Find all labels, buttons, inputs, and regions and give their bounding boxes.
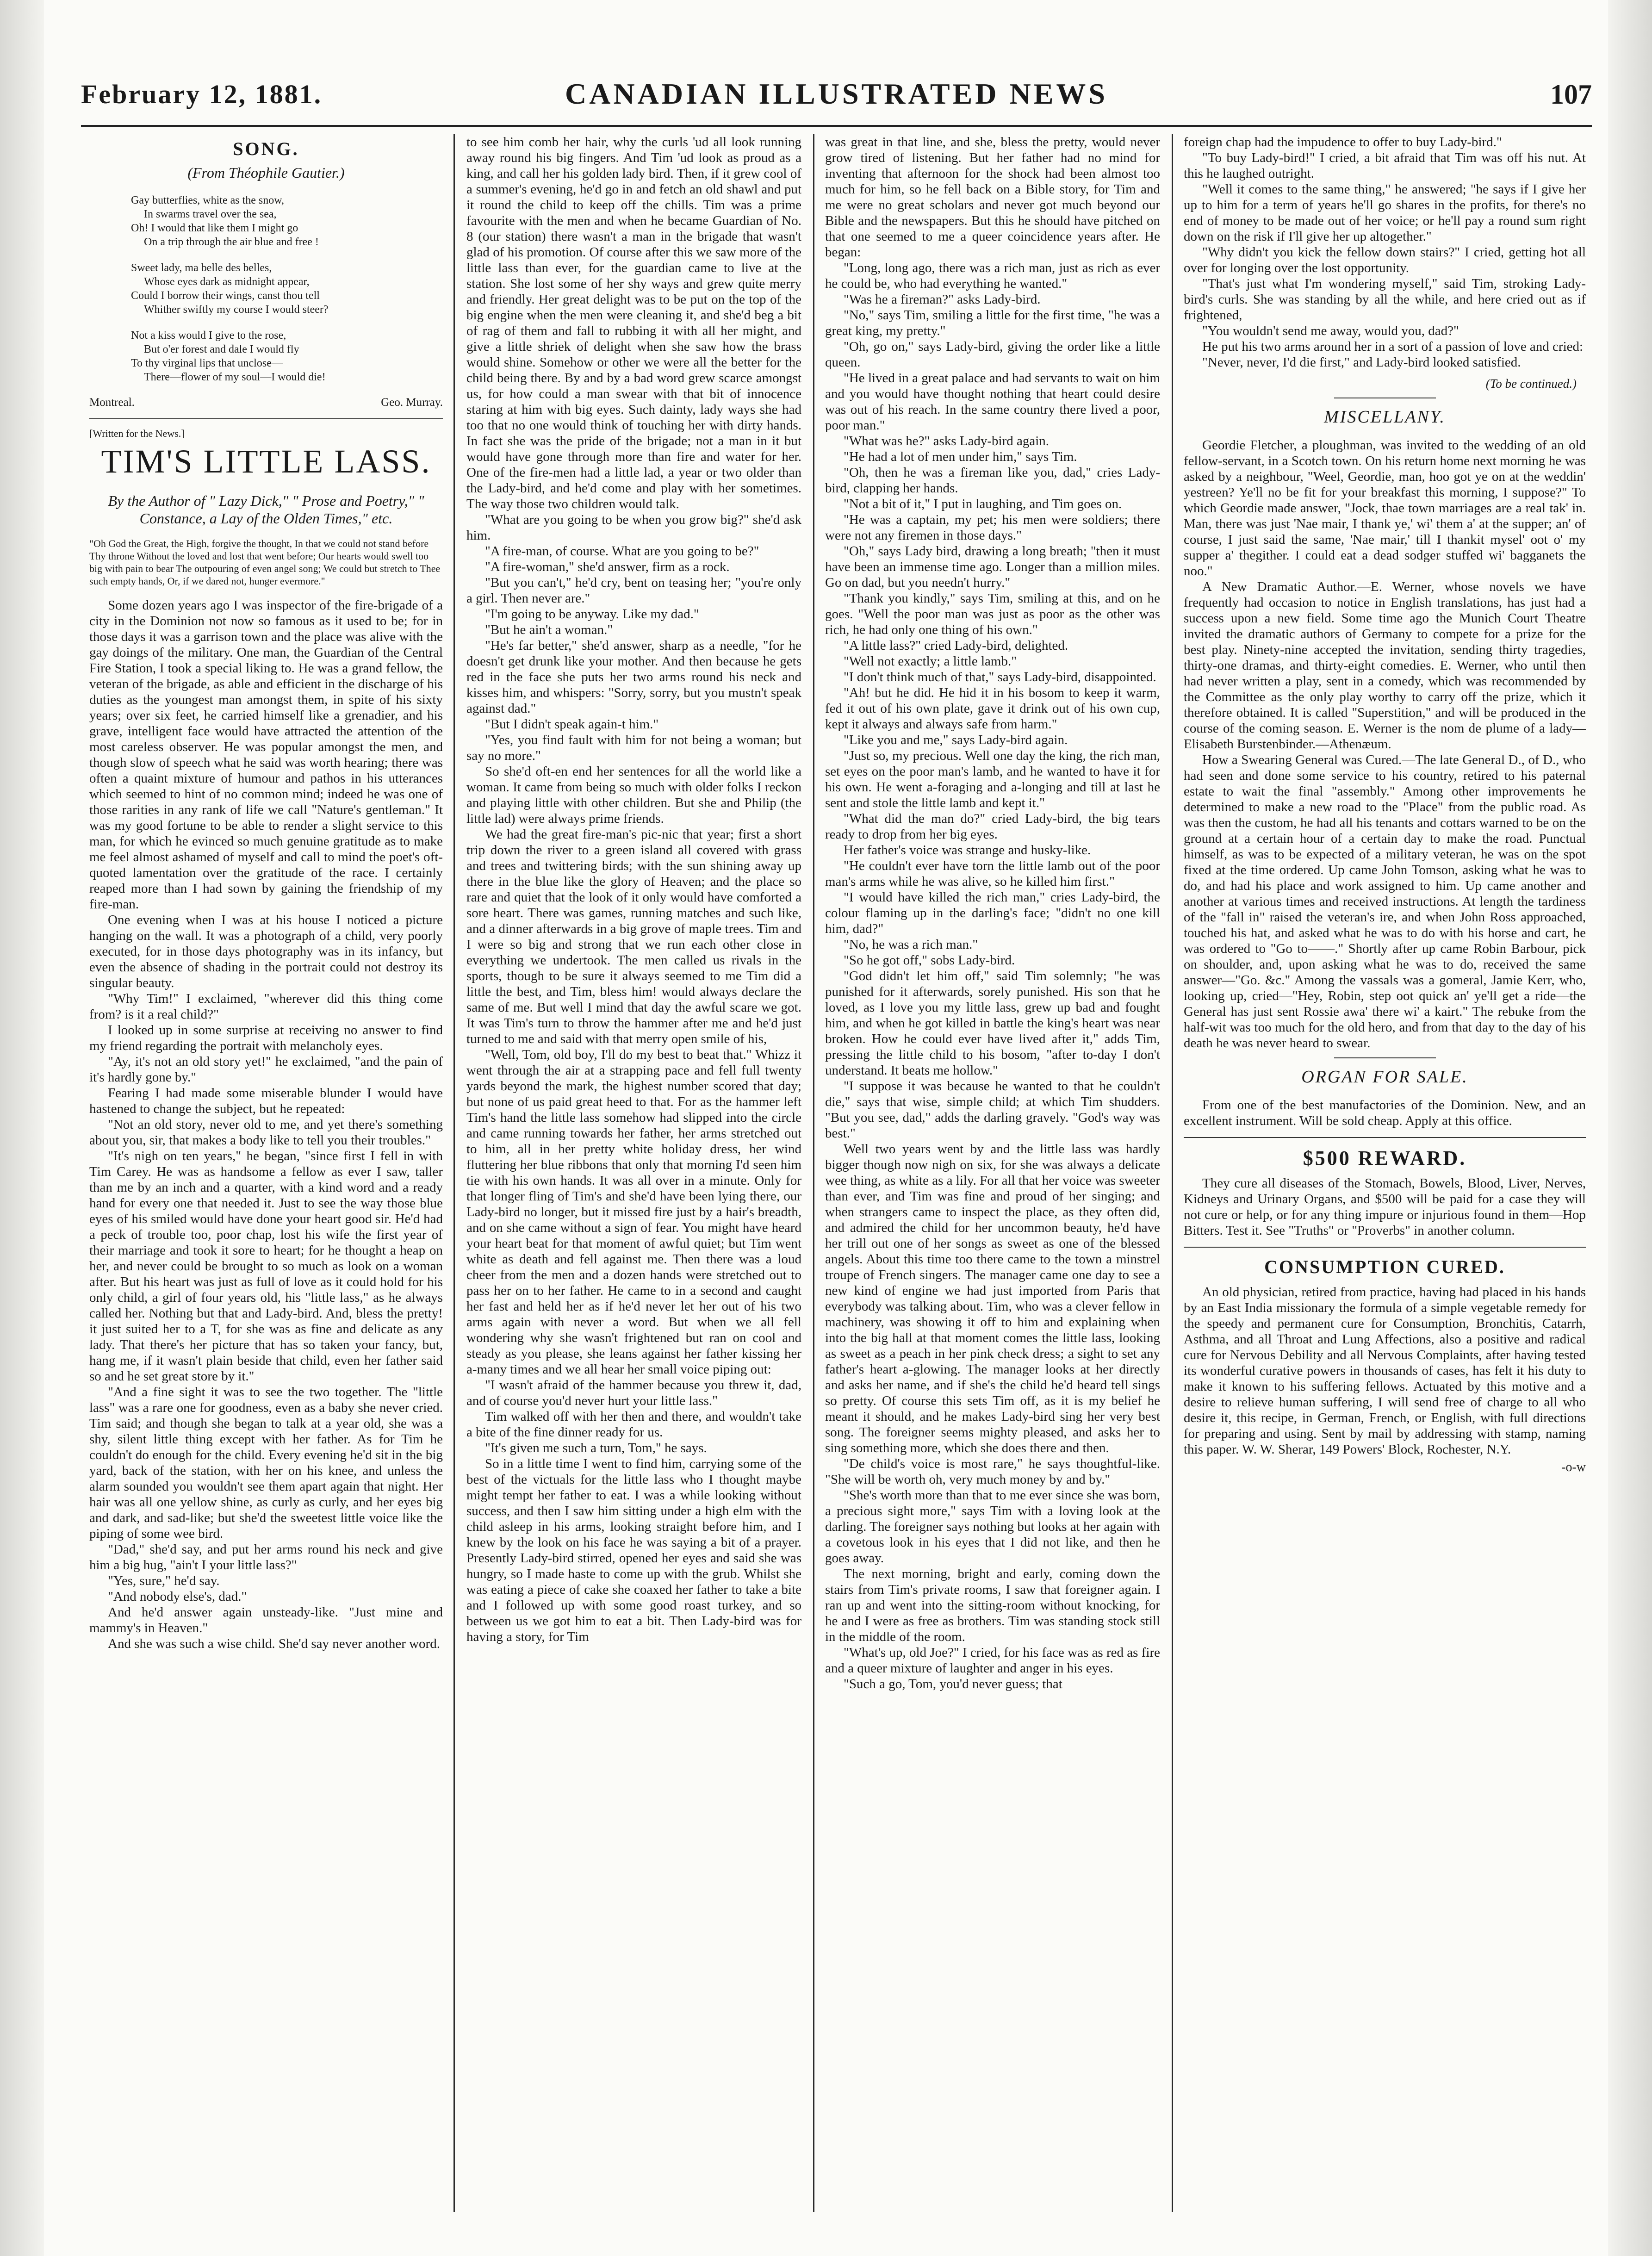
paragraph: One evening when I was at his house I noticed a picture hanging on the wall. It was a photograph of a child, very poorly executed, for in those days photography was in its infancy, but even the absence of shading in the portrait could not destroy its singular beauty.: [89, 913, 443, 990]
paragraph: "I don't think much of that," says Lady-bird, disappointed.: [844, 670, 1156, 684]
column-1: [81, 134, 451, 2214]
newspaper-title: CANADIAN ILLUSTRATED NEWS: [565, 77, 1108, 110]
paragraph: Fearing I had made some miserable blunder I would have hastened to change the subject, but he repeated:: [89, 1086, 443, 1116]
song-author: Geo. Murray.: [381, 396, 443, 409]
paragraph: "Just so, my precious. Well one day the king, the rich man, set eyes on the poor man's lamb, and he wanted to have it for his own. He went a-foraging and a-longing and till at last he sent and stole the little lamb and kept it.": [825, 748, 1160, 810]
paragraph: Tim walked off with her then and there, and wouldn't take a bite of the fine dinner ready for us.: [466, 1409, 801, 1440]
paragraph: I looked up in some surprise at receiving no answer to find my friend regarding the portrait with melancholy eyes.: [89, 1023, 443, 1053]
column-rule: [453, 134, 455, 2212]
paragraph: And she was such a wise child. She'd say never another word.: [108, 1636, 440, 1651]
paragraph: "To buy Lady-bird!" I cried, a bit afraid that Tim was off his nut. At this he laughed outright.: [1184, 150, 1586, 181]
paragraph: "No," says Tim, smiling a little for the first time, "he was a great king, my pretty.": [825, 308, 1160, 338]
paragraph: "No, he was a rich man.": [844, 937, 978, 952]
song-source: (From Théophile Gautier.): [187, 164, 345, 181]
story-text-col3: [825, 134, 1160, 1692]
paragraph: "Was he a fireman?" asks Lady-bird.: [844, 292, 1041, 307]
paragraph: "A fire-woman," she'd answer, firm as a rock.: [485, 559, 730, 574]
paragraph: "God didn't let him off," said Tim solemnly; "he was punished for it afterwards, sorely punished. His son that he loved, as I love you my little lass, grew up bad and fought him, and when he got killed in battle the king's heart was near broken. How he could ever have lived after it," adds Tim, pressing the little child to his bosom, "after to-day I don't understand. It beats me hollow.": [825, 969, 1160, 1078]
paragraph: Geordie Fletcher, a ploughman, was invited to the wedding of an old fellow-servant, in a Scotch town. On his return home next morning he was asked by a neighbour, "Weel, Geordie, man, hoo got ye on at the weddin' yestreen? Ye'll no be fit for your breakfast this morning, I suppose?" To which Geordie made answer, "Jock, thae town marriages are a real tak' in. Man, there was just 'Nae mair, I thank ye,' wi' them a' at the supper; an' of course, I just said the same, 'Nae mair,' till I thankit mysel' oot o' my supper a' thegither. I could eat a dead sodger stuffed wi' bagganets the noo.": [1184, 438, 1586, 578]
paragraph: We had the great fire-man's pic-nic that year; first a short trip down the river to a green island all covered with grass and trees and twittering birds; with the sun shining away up there in the blue like the glory of Heaven; and the place so rare and quiet that the look of it only would have comforted a sore heart. There was games, running matches and such like, and a dinner afterwards in a big grove of maple trees. Tim and I were so big and strong that we run each other close in everything we undertook. The men called us rivals in the sports, though to be sure it always seemed to me Tim did a little the best, and Tim, bless him! would always declare the same of me. But well I mind that day the awful scare we got. It was Tim's turn to throw the hammer after me and he'd just turned to me and said with that merry open smile of his,: [466, 827, 801, 1046]
verse-line: There—flower of my soul—I would die!: [144, 371, 326, 383]
paragraph: "She's worth more than that to me ever since she was born, a precious sight more," says Tim with a loving look at the darling. The foreigner says nothing but looks at her again with a covetous look in his eyes that I did not like, and then he goes away.: [825, 1488, 1160, 1566]
paragraph: How a Swearing General was Cured.—The late General D., of D., who had seen and done some service to his country, retired to his paternal estate to wait the final "assembly." Among other improvements he determined to make a new road to the "Place" from the public road. As was then the custom, he had all his tenants and cottars warned to be on the ground at a certain hour of a certain day to make the road. Punctual himself, as was to be expected of a military veteran, he was on the spot fixed at the time ordered. Up came John Tomson, asking what he was to do, and had his place and work assigned to him. Up came another and another at various times and received instructions. At length the tardiness of the "fall in" raised the veteran's ire, and when John Ross approached, touched his hat, and asked what he was to do with his horse and cart, he was ordered to "Go to——." Shortly after up came Robin Barbour, pick on shoulder, and, upon asking what he was to do, received the same answer—"Go. &c." Among the vassals was a gomeral, Jamie Kerr, who, looking up, cried—"Hey, Robin, step oot quick an' ye'll get a ride—the General has just sent Rossie awa' there wi' a kairt." The rebuke from the half-wit was too much for the old hero, and from that day to the day of his death he was never heard to swear.: [1184, 752, 1586, 1050]
column-2: [458, 134, 810, 2214]
consumption-ad-heading: CONSUMPTION CURED.: [1264, 1256, 1505, 1277]
paragraph: "Such a go, Tom, you'd never guess; that: [844, 1677, 1062, 1691]
paragraph: "Oh, then he was a fireman like you, dad," cries Lady-bird, clapping her hands.: [825, 465, 1160, 496]
verse-line: Could I borrow their wings, canst thou tell: [131, 290, 320, 302]
section-rule: [89, 418, 443, 419]
paragraph: "What did the man do?" cried Lady-bird, the big tears ready to drop from her big eyes.: [825, 811, 1160, 842]
verse-line: But o'er forest and dale I would fly: [144, 343, 299, 355]
paragraph: "Dad," she'd say, and put her arms round his neck and give him a big hug, "ain't I your little lass?": [89, 1542, 443, 1572]
masthead-rule: [81, 125, 1592, 127]
paragraph: So in a little time I went to find him, carrying some of the best of the victuals for the little lass who I thought maybe might tempt her father to eat. I was a while looking without success, and then I saw him sitting under a high elm with the child asleep in his arms, looking straight before him, and I knew by the look on his face he was saying a bit of a prayer. Presently Lady-bird stirred, opened her eyes and said she was hungry, so I made haste to come up with the grub. Whilst she was eating a piece of cake she coaxed her father to take a bite and I followed up with some good roast turkey, and so between us we got him to eat a bit. Then Lady-bird was for having a story, for Tim: [466, 1456, 801, 1644]
paragraph: "That's just what I'm wondering myself," said Tim, stroking Lady-bird's curls. She was standing by all the while, and here cried out as if frightened,: [1184, 276, 1586, 323]
paragraph: "And a fine sight it was to see the two together. The "little lass" was a rare one for goodness, even as a baby she never cried. Tim said; and though she began to talk at a year old, she was a shy, silent little thing except with her father. As for Tim he couldn't do enough for the child. Every evening he'd sit in the big yard, back of the station, with her on his knee, and unless the alarm sounded you wouldn't see them apart again that night. Her hair was all one yellow shine, as curly as curly, and her eyes big and dark, and sad-like; but she'd the sweetest little voice like the piping of some wee bird.: [89, 1385, 443, 1541]
song-verse: [89, 193, 443, 384]
verse-line: Not a kiss would I give to the rose,: [131, 329, 286, 342]
paragraph: From one of the best manufactories of the Dominion. New, and an excellent instrument. Will be sold cheap. Apply at this office.: [1184, 1098, 1586, 1128]
miscellany-text: [1184, 437, 1586, 1051]
paragraph: "I'm going to be anyway. Like my dad.": [485, 607, 699, 621]
paragraph: "Well not exactly; a little lamb.": [844, 654, 1017, 669]
song-signature: [89, 396, 443, 409]
column-3: [817, 134, 1168, 2214]
paragraph: "It's given me such a turn, Tom," he says.: [485, 1441, 707, 1455]
paragraph: "Why Tim!" I exclaimed, "wherever did this thing come from? is it a real child?": [89, 991, 443, 1022]
reward-ad-text: [1184, 1175, 1586, 1238]
paragraph: He put his two arms around her in a sort of a passion of love and cried:: [1202, 339, 1584, 354]
paragraph: "Ah! but he did. He hid it in his bosom to keep it warm, fed it out of his own plate, gave it drink out of his own cup, kept it always and always safe from harm.": [825, 685, 1160, 732]
column-rule: [813, 134, 814, 2212]
paragraph: "Thank you kindly," says Tim, smiling at this, and on he goes. "Well the poor man was just as poor as the other was rich, he had only one thing of his own.": [825, 591, 1160, 637]
issue-date: February 12, 1881.: [81, 79, 323, 109]
paragraph: "Long, long ago, there was a rich man, just as rich as ever he could be, who had everything he wanted.": [825, 261, 1160, 291]
paragraph: "Yes, sure," he'd say.: [108, 1573, 220, 1588]
story-text-col2: [466, 134, 801, 1645]
paragraph: "So he got off," sobs Lady-bird.: [844, 953, 1015, 968]
paragraph: The next morning, bright and early, coming down the stairs from Tim's private rooms, I saw that foreigner again. I ran up and went into the sitting-room without knocking, for he and I were as free as brothers. Tim was standing stock still in the middle of the room.: [825, 1566, 1160, 1644]
story-text-col1: [89, 597, 443, 1652]
column-rule: [1172, 134, 1173, 2212]
paragraph: Her father's voice was strange and husky-like.: [844, 843, 1091, 858]
paragraph: "Never, never, I'd die first," and Lady-bird looked satisfied.: [1202, 355, 1521, 370]
ad-code: -o-w: [1561, 1460, 1586, 1474]
scan-edge-left: [0, 0, 44, 2256]
paragraph: A New Dramatic Author.—E. Werner, whose novels we have frequently had occasion to notice in English translations, has just had a success upon a new field. Some time ago the Munich Court Theatre invited the dramatic authors of Germany to compete for a prize for the best play. Ninety-nine accepted the invitation, sending thirty tragedies, thirty-one dramas, and thirty-eight comedies. E. Werner, who until then had never written a play, sent in a comedy, which was recommended by the Committee as the only play worthy to carry off the prize, which it therefore obtained. It is called "Superstition," and will be produced in the course of the coming season. E. Werner is the nom de plume of a lady—Elisabeth Burstenbinder.—Athenæum.: [1184, 579, 1586, 752]
paragraph: "He had a lot of men under him," says Tim.: [844, 449, 1077, 464]
ad-rule: [1184, 1247, 1586, 1248]
paragraph: "Well it comes to the same thing," he answered; "he says if I give her up to him for a term of years he'll go shares in the profits, for there's no end of money to be made out of her voice; or he'll pay a round sum right down on the risk if I'll give her up altogether.": [1184, 182, 1586, 244]
verse-line: Gay butterflies, white as the snow,: [131, 194, 285, 206]
song-place: Montreal.: [89, 396, 135, 409]
paragraph: "He lived in a great palace and had servants to wait on him and you would have thought nothing that heart could desire was out of his reach. In the same country there lived a poor, poor man.": [825, 371, 1160, 433]
paragraph: So she'd oft-en end her sentences for all the world like a woman. It came from being so much with older folks I reckon and playing little with other children. But she and Philip (the little lad) were always prime friends.: [466, 764, 801, 826]
paragraph: "A fire-man, of course. What are you going to be?": [485, 544, 759, 559]
paragraph: "I wasn't afraid of the hammer because you threw it, dad, and of course you'd never hurt your little lass.": [466, 1378, 801, 1408]
paragraph: "A little lass?" cried Lady-bird, delighted.: [844, 638, 1068, 653]
paragraph: "Yes, you find fault with him for not being a woman; but say no more.": [466, 733, 801, 763]
ad-rule: [1184, 1137, 1586, 1138]
story-text-col4: [1184, 134, 1586, 370]
verse-line: In swarms travel over the sea,: [144, 208, 277, 220]
masthead: [81, 69, 1592, 120]
verse-line: To thy virginal lips that unclose—: [131, 357, 283, 369]
story-title: TIM'S LITTLE LASS.: [101, 443, 431, 480]
paragraph: Well two years went by and the little lass was hardly bigger though now nigh on six, for she was always a delicate wee thing, as white as a lily. For all that her voice was sweeter than ever, and Tim was fine and proud of her singing; and when strangers came to inspect the place, as they often did, and admired the child for her uncommon beauty, he'd have her trill out one of her songs as sweet as one of the blessed angels. About this time too there came to the town a minstrel troupe of French singers. The manager came one day to see a new kind of engine we had just imported from Paris that everybody was talking about. Tim, who was a clever fellow in machinery, was showing it off to him and explaining when into the big hall at that moment comes the little lass, looking as sweet as a peach in her pink check dress; a sight to set any father's heart a-glowing. The manager looks at her directly and asks her name, and if she's the child he'd heard tell sings so pretty. Of course this sets Tim off, as it is my belief he meant it should, and he makes Lady-bird sing her very best song. The foreigner seems mighty pleased, and asks her to sing something more, which she does there and then.: [825, 1142, 1160, 1455]
organ-ad-heading: ORGAN FOR SALE.: [1301, 1067, 1468, 1087]
paragraph: "But I didn't speak again-t him.": [485, 717, 659, 732]
paragraph: to see him comb her hair, why the curls 'ud all look running away round his big fingers. And Tim 'ud look as proud as a king, and call her his golden lady bird. Then, if it grew cool of a summer's evening, he'd go in and fetch an old shawl and put it round the child to keep off the chills. Tim was a prime favourite with the men and when he became Guardian of No. 8 (our station) there wasn't a man in the brigade that wasn't glad of his promotion. Of course after this we saw more of the little lass than ever, for the guardian came to live at the station. She lost some of her shy ways and grew quite merry and friendly. Her great delight was to be put on the top of the big engine when the men were cleaning it, and she'd beg a bit of rag of them and fall to rubbing it with all her might, and give a little shriek of delight when she saw how the brass would shine. Somehow or other we were all the better for the child being there. By and by a bad word grew scarce amongst us, for how could a man swear with that bit of innocence staring at him with big eyes. Such dainty, lady ways she had too that no one would think of touching her with dirty hands. In fact she was the pride of the brigade; not a man in it but would have gone through more than fire and water for her. One of the fire-men had a little lad, a year or two older than the Lady-bird, and he'd come and play with her sometimes. The way those two children would talk.: [466, 135, 801, 511]
paragraph: "De child's voice is most rare," he says thoughtful-like. "She will be worth oh, very much money by and by.": [825, 1456, 1160, 1487]
section-rule: [1334, 1057, 1436, 1058]
consumption-ad-text: [1184, 1284, 1586, 1457]
miscellany-heading: MISCELLANY.: [1324, 407, 1446, 427]
paragraph: "He's far better," she'd answer, sharp as a needle, "for he doesn't get drunk like your mother. And then because he gets red in the face she puts her two arms round his neck and kisses him, and whispers: "Sorry, sorry, but you mustn't speak against dad.": [466, 638, 801, 716]
paragraph: "You wouldn't send me away, would you, dad?": [1202, 323, 1459, 338]
paragraph: "Not a bit of it," I put in laughing, and Tim goes on.: [844, 497, 1122, 511]
paragraph: "Well, Tom, old boy, I'll do my best to beat that." Whizz it went through the air at a strapping pace and fell full twenty yards beyond the mark, the highest number scored that day; but none of us paid great heed to that. For as the hammer left Tim's hand the little lass somehow had slipped into the circle and came running towards her father, her arms stretched out to him, all in her pretty white holiday dress, her wind fluttering her blue ribbons that only that morning I'd seen him tie with his own hands. It was all over in a minute. Only for that longer fling of Tim's and she'd have been lying there, our Lady-bird no longer, but it missed fire just by a hair's breadth, and on she came without a sign of fear. You might have heard your heart beat for that moment of awful quiet; but Tim went white as death and fell against me. Then there was a loud cheer from the men and a dozen hands were stretched out to pass her on to her father. He came to in a second and caught her fast and held her as if he'd never let her out of his two arms again with never a word. But when we all fell wondering why she wasn't frightened but ran on cool and steady as you please, she leans against her father kissing her a-many times and we all hear her small voice piping out:: [466, 1047, 801, 1377]
paragraph: "Why didn't you kick the fellow down stairs?" I cried, getting hot all over for longing over the lost opportunity.: [1184, 245, 1586, 275]
paragraph: "But you can't," he'd cry, bent on teasing her; "you're only a girl. Then never are.": [466, 575, 801, 606]
paragraph: "It's nigh on ten years," he began, "since first I fell in with Tim Carey. He was as handsome a fellow as ever I saw, taller than me by an inch and a quarter, with a kind word and a ready hand for every one that needed it. Just to see the way those blue eyes of his smiled would have done your heart good sir. He'd had a peck of trouble too, poor chap, lost his wife the first year of their marriage and took it sore to heart; for he thought a heap on her, and never could be brought to so much as look on a woman after. But his heart was just as full of love as it could hold for his only child, a girl of four years old, his "little lass," as he always called her. Nothing but that and Lady-bird. And, bless the pretty! it just suited her to a T, for she was as fine and delicate as any lady. That there's her picture that has so taken your fancy, but, hang me, if it wasn't plain beside that child, even her father said so and he set great store by it.": [89, 1149, 443, 1384]
paragraph: foreign chap had the impudence to offer to buy Lady-bird.": [1184, 135, 1502, 149]
written-for-note: [Written for the News.]: [89, 428, 185, 439]
paragraph: "Ay, it's not an old story yet!" he exclaimed, "and the pain of it's hardly gone by.": [89, 1054, 443, 1085]
scan-edge-right: [1608, 0, 1652, 2256]
verse-line: On a trip through the air blue and free !: [144, 236, 319, 248]
reward-ad-heading: $500 REWARD.: [1303, 1147, 1467, 1169]
paragraph: "He couldn't ever have torn the little lamb out of the poor man's arms while he was alive, so he killed him first.": [825, 858, 1160, 889]
paragraph: "He was a captain, my pet; his men were soldiers; there were not any firemen in those days.": [825, 512, 1160, 543]
paragraph: They cure all diseases of the Stomach, Bowels, Blood, Liver, Nerves, Kidneys and Urinary Organs, and $500 will be paid for a case they will not cure or help, or for any thing impure or injurious found in them—Hop Bitters. Test it. See "Truths" or "Proverbs" in another column.: [1184, 1176, 1586, 1238]
verse-line: Whose eyes dark as midnight appear,: [144, 276, 310, 288]
paragraph: "Like you and me," says Lady-bird again.: [844, 733, 1068, 747]
story-byline: By the Author of " Lazy Dick," " Prose and Poetry," " Constance, a Lay of the Olden Times," etc.: [108, 492, 424, 527]
paragraph: "And nobody else's, dad.": [108, 1589, 247, 1604]
song-heading: SONG.: [233, 138, 299, 159]
paragraph: Some dozen years ago I was inspector of the fire-brigade of a city in the Dominion not now so famous as it used to be; for in those days it was a garrison town and the place was alive with the gay doings of the military. One man, the Guardian of the Central Fire Station, I took a special liking to. He was a grand fellow, the veteran of the brigade, as able and efficient in the discharge of his duties as the youngest man amongst them, in spite of his sixty years; over six feet, he carried himself like a grenadier, and his grave, intelligent face would have attracted the attention of the most careless observer. He was popular amongst the men, and though slow of speech what he said was worth hearing; there was often a quaint mixture of humour and pathos in his utterances which seemed to hint of no common mind; indeed he was one of those rarities in any rank of life we call "Nature's gentleman." It was my good fortune to be able to render a slight service to this man, for which he evinced so much genuine gratitude as to make me feel almost ashamed of myself and call to mind the poet's oft-quoted lamentation over the gratitude of the race. I certainly reaped more than I had sown by gaining the friendship of my fire-man.: [89, 598, 443, 912]
paragraph: And he'd answer again unsteady-like. "Just mine and mammy's in Heaven.": [89, 1605, 443, 1635]
organ-ad-text: [1184, 1097, 1586, 1129]
verse-line: Whither swiftly my course I would steer?: [144, 304, 329, 316]
paragraph: "I suppose it was because he wanted to that he couldn't die," says that wise, simple child; at which Tim shudders. "But you see, dad," adds the darling gravely. "God's way was best.": [825, 1079, 1160, 1141]
verse-line: Sweet lady, ma belle des belles,: [131, 262, 272, 274]
to-be-continued: (To be continued.): [1485, 377, 1577, 391]
paragraph: "Oh, go on," says Lady-bird, giving the order like a little queen.: [825, 339, 1160, 370]
paragraph: "Oh," says Lady bird, drawing a long breath; "then it must have been an immense time ago. Longer than a million miles. Go on dad, but you needn't hurry.": [825, 544, 1160, 590]
paragraph: was great in that line, and she, bless the pretty, would never grow tired of listening. But her father had no mind for inventing that afternoon for the shock had been almost too much for him, so he fell back on a Bible story, for Tim and me were no great scholars and never got much beyond our Bible and the newspapers. But this he should have pitched on that one seemed to me a queer coincidence years after. He began:: [825, 135, 1160, 260]
column-4: [1175, 134, 1594, 2214]
verse-line: Oh! I would that like them I might go: [131, 222, 298, 234]
paragraph: "I would have killed the rich man," cries Lady-bird, the colour flaming up in the darling's face; "didn't no one kill him, dad?": [825, 890, 1160, 936]
paragraph: "What's up, old Joe?" I cried, for his face was as red as fire and a queer mixture of laughter and anger in his eyes.: [825, 1645, 1160, 1676]
paragraph: "Not an old story, never old to me, and yet there's something about you, sir, that makes a body like to tell you their troubles.": [89, 1117, 443, 1148]
paragraph: "What are you going to be when you grow big?" she'd ask him.: [466, 512, 801, 543]
story-epigraph: "Oh God the Great, the High, forgive the thought, In that we could not stand before Thy throne Without the loved and lost that went before; Our hearts would swell too big with pain to bear The outpouring of even angel song; We could but stretch to Thee such empty hands, Or, if we dared not, hunger evermore.": [89, 538, 441, 587]
paragraph: "But he ain't a woman.": [485, 622, 613, 637]
paragraph: An old physician, retired from practice, having had placed in his hands by an East India missionary the formula of a simple vegetable remedy for the speedy and permanent cure for Consumption, Bronchitis, Catarrh, Asthma, and all Throat and Lung Affections, also a positive and radical cure for Nervous Debility and all Nervous Complaints, after having tested its wonderful curative powers in thousands of cases, has felt it his duty to make it known to his suffering fellows. Actuated by this motive and a desire to relieve human suffering, I will send free of charge to all who desire it, this recipe, in German, French, or English, with full directions for preparing and using. Sent by mail by addressing with stamp, naming this paper. W. W. Sherar, 149 Powers' Block, Rochester, N.Y.: [1184, 1285, 1586, 1457]
paragraph: "What was he?" asks Lady-bird again.: [844, 434, 1050, 448]
page-number: 107: [1550, 79, 1592, 110]
